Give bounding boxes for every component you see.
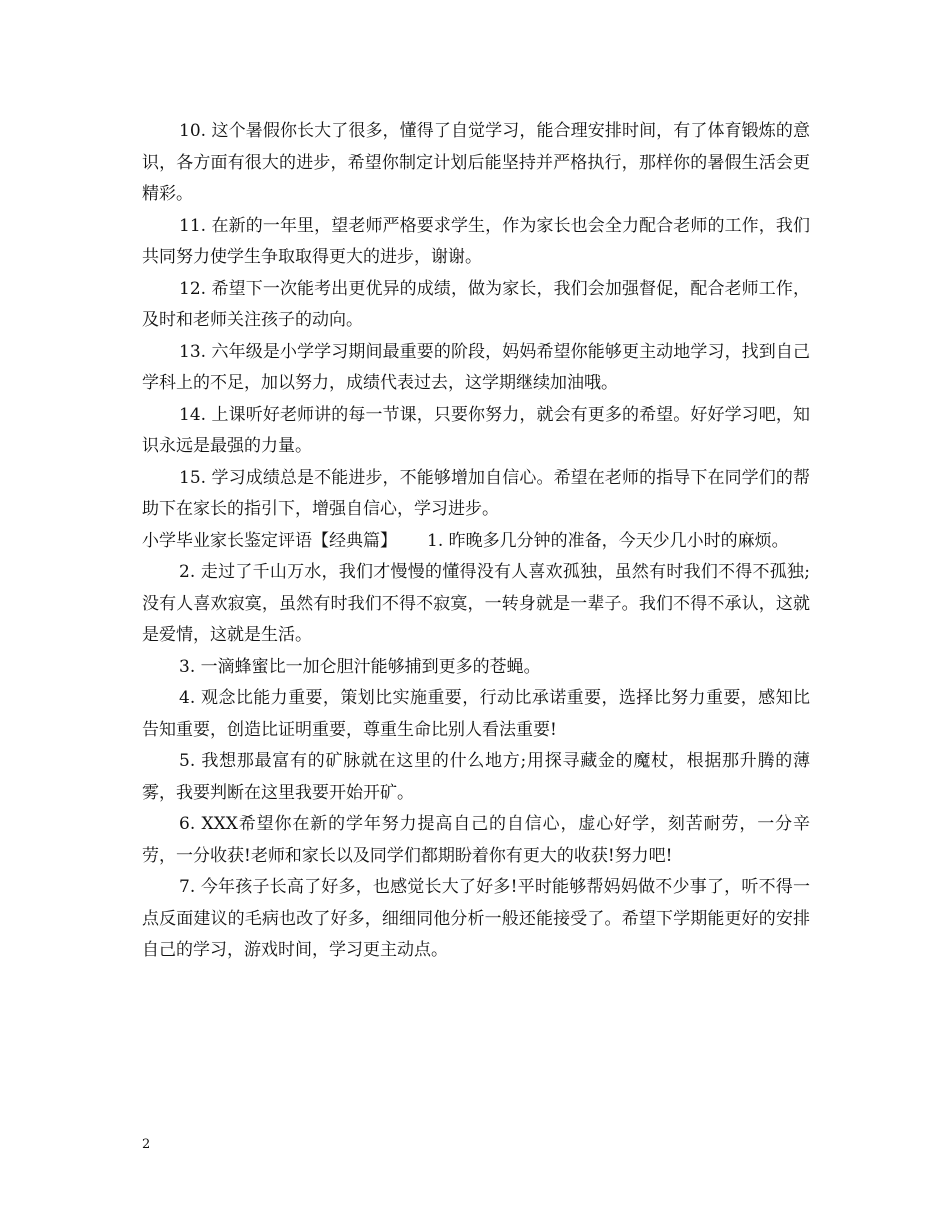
- section-title: 小学毕业家长鉴定评语【经典篇】: [142, 530, 397, 551]
- section-first-item: 1. 昨晚多几分钟的准备，今天少几小时的麻烦。: [427, 530, 789, 551]
- paragraph-7: 7. 今年孩子长高了好多，也感觉长大了好多!平时能够帮妈妈做不少事了，听不得一点反面建议的毛病也改了好多，细细同他分析一般还能接受了。希望下学期能更好的安排自己的学习，游戏时间，学习更主动点。: [142, 877, 810, 960]
- document-page: [142, 116, 810, 967]
- section-heading-line: [142, 526, 810, 558]
- paragraph-6: 6. XXX希望你在新的学年努力提高自己的自信心，虚心好学，刻苦耐劳，一分辛劳，一分收获!老师和家长以及同学们都期盼着你有更大的收获!努力吧!: [142, 814, 810, 866]
- paragraph-2: 2. 走过了千山万水，我们才慢慢的懂得没有人喜欢孤独，虽然有时我们不得不孤独;没有人喜欢寂寞，虽然有时我们不得不寂寞，一转身就是一辈子。我们不得不承认，这就是爱情，这就是生活。: [142, 562, 810, 645]
- paragraph-12: 12. 希望下一次能考出更优异的成绩，做为家长，我们会加强督促，配合老师工作，及时和老师关注孩子的动向。: [142, 278, 810, 330]
- paragraph-10: 10. 这个暑假你长大了很多，懂得了自觉学习，能合理安排时间，有了体育锻炼的意识，各方面有很大的进步，希望你制定计划后能坚持并严格执行，那样你的暑假生活会更精彩。: [142, 121, 810, 204]
- paragraph-14: 14. 上课听好老师讲的每一节课，只要你努力，就会有更多的希望。好好学习吧，知识永远是最强的力量。: [142, 404, 810, 456]
- paragraph-3: 3. 一滴蜂蜜比一加仑胆汁能够捕到更多的苍蝇。: [179, 656, 541, 677]
- paragraph-15: 15. 学习成绩总是不能进步，不能够增加自信心。希望在老师的指导下在同学们的帮助下在家长的指引下，增强自信心，学习进步。: [142, 467, 810, 519]
- paragraph-11: 11. 在新的一年里，望老师严格要求学生，作为家长也会全力配合老师的工作，我们共同努力使学生争取取得更大的进步，谢谢。: [142, 215, 810, 267]
- paragraph-13: 13. 六年级是小学学习期间最重要的阶段，妈妈希望你能够更主动地学习，找到自己学科上的不足，加以努力，成绩代表过去，这学期继续加油哦。: [142, 341, 810, 393]
- paragraph-4: 4. 观念比能力重要，策划比实施重要，行动比承诺重要，选择比努力重要，感知比告知重要，创造比证明重要，尊重生命比别人看法重要!: [142, 688, 810, 740]
- page-number: 2: [142, 1137, 151, 1152]
- paragraph-5: 5. 我想那最富有的矿脉就在这里的什么地方;用探寻藏金的魔杖，根据那升腾的薄雾，我要判断在这里我要开始开矿。: [142, 751, 810, 803]
